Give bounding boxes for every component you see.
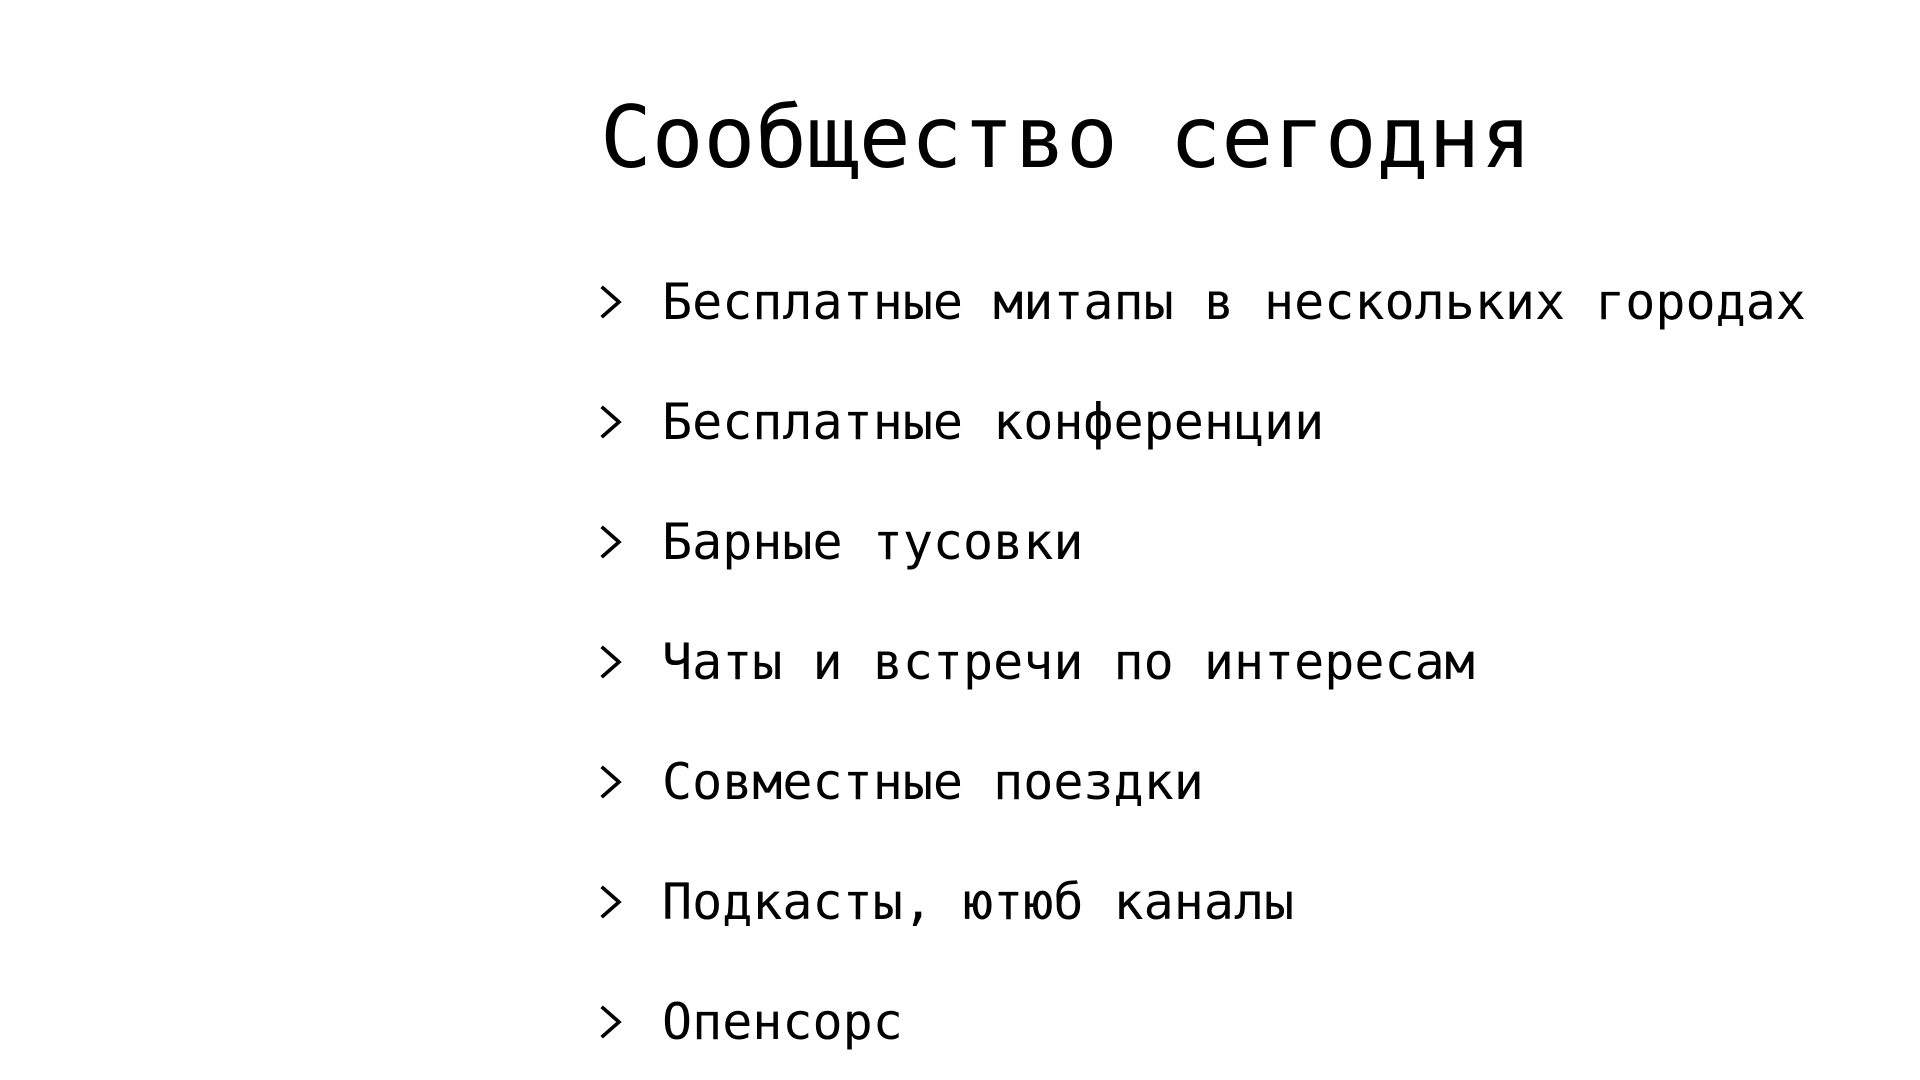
list-item xyxy=(600,992,1806,1080)
chevron-right-icon xyxy=(600,872,630,932)
chevron-right-icon xyxy=(600,752,630,812)
list-item-label: Чаты и встречи по интересам xyxy=(662,633,1475,691)
list-item-label: Совместные поездки xyxy=(662,753,1204,811)
chevron-right-icon xyxy=(600,632,630,692)
list-item-label: Бесплатные митапы в нескольких городах xyxy=(662,273,1806,331)
list-item xyxy=(600,872,1806,992)
chevron-right-icon xyxy=(600,992,630,1052)
chevron-right-icon xyxy=(600,512,630,572)
list-item-label: Бесплатные конференции xyxy=(662,393,1325,451)
chevron-right-icon xyxy=(600,272,630,332)
list-item xyxy=(600,272,1806,392)
list-item xyxy=(600,392,1806,512)
list-item xyxy=(600,752,1806,872)
list-item xyxy=(600,632,1806,752)
list-item xyxy=(600,512,1806,632)
list-item-label: Барные тусовки xyxy=(662,513,1084,571)
bullet-list xyxy=(600,272,1806,1080)
list-item-label: Опенсорс xyxy=(662,993,903,1051)
slide-title: Сообщество сегодня xyxy=(600,88,1532,188)
chevron-right-icon xyxy=(600,392,630,452)
list-item-label: Подкасты, ютюб каналы xyxy=(662,873,1295,931)
